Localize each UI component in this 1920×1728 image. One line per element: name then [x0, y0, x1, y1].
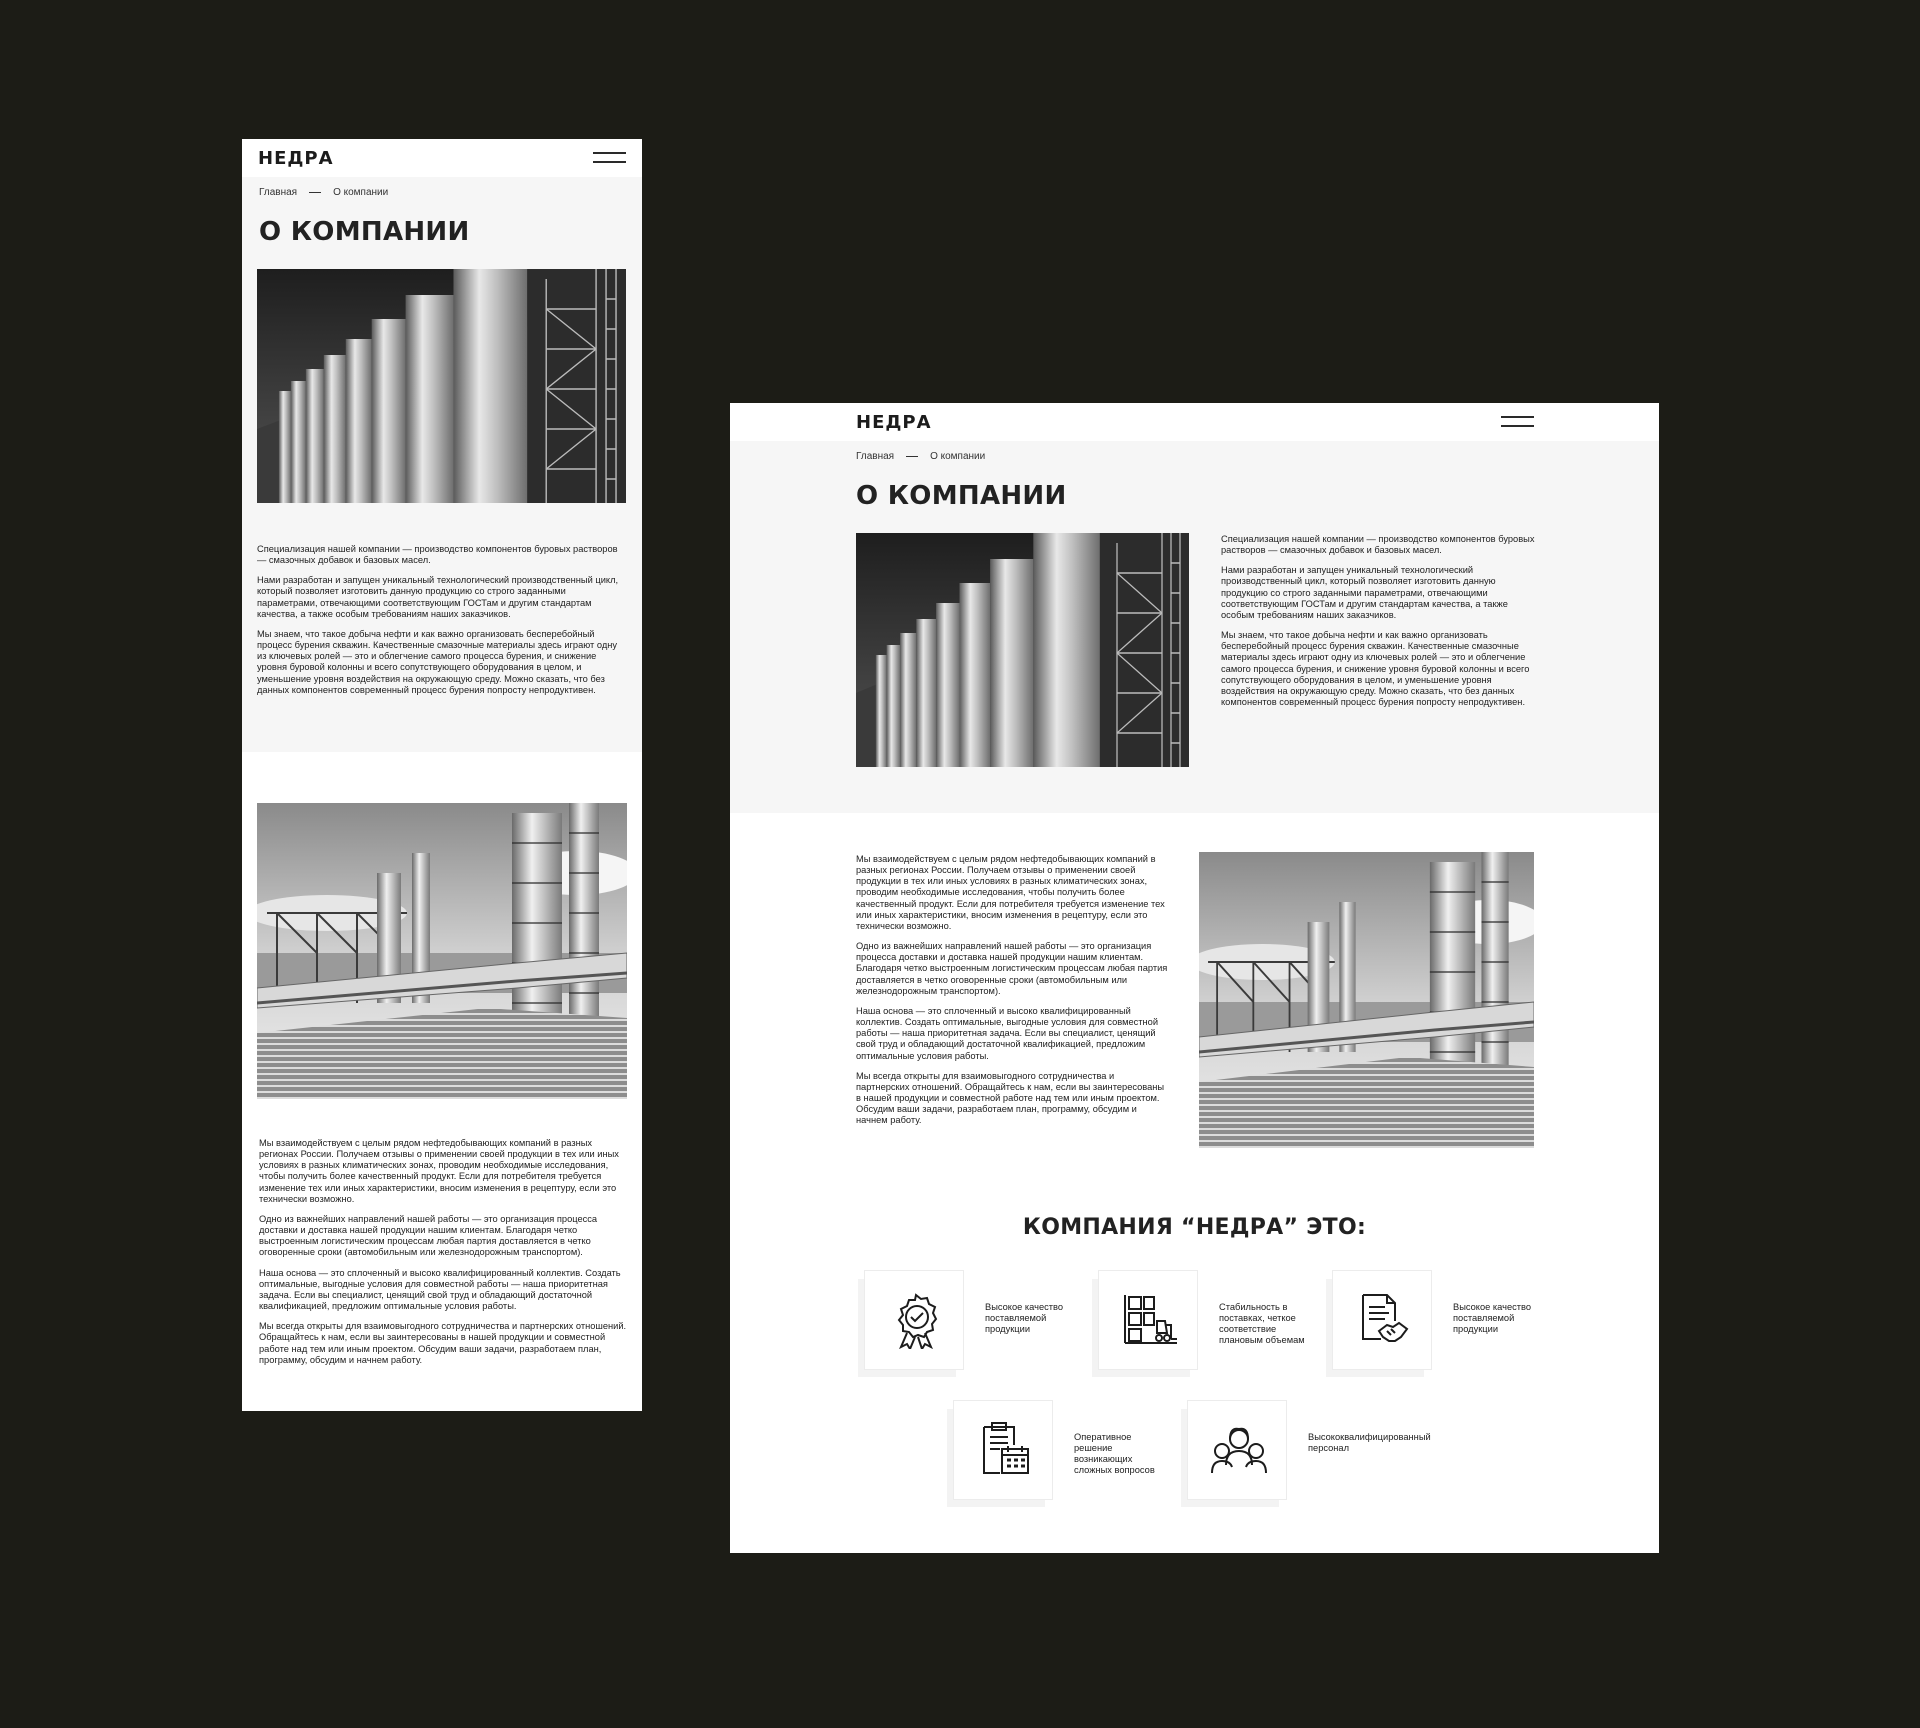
about-text [1221, 534, 1541, 708]
about-text [257, 544, 627, 696]
interaction-paragraph: Наша основа — это сплоченный и высоко квалифицированный коллектив. Создать оптимальные, выгодные условия для совместной работы — наша приоритетная задача. Если вы специалист, ценящий свой труд и обладающий достаточной квалификацией, предложим оптимальные условия работы. [259, 1267, 621, 1312]
breadcrumb-home[interactable]: Главная [856, 451, 895, 462]
features-title: КОМПАНИЯ “НЕДРА” ЭТО: [1022, 1215, 1367, 1240]
contract-handshake-icon [1355, 1291, 1413, 1349]
feature-label: Высокое качество поставляемой продукции [985, 1302, 1064, 1335]
feature-label: Стабильность в поставках, четкое соответствие плановым объемам [1219, 1302, 1305, 1346]
site-header [242, 139, 642, 177]
breadcrumb-separator [309, 192, 321, 193]
interaction-paragraph: Одно из важнейших направлений нашей работы — это организация процесса доставки и доставка нашей продукции нашим клиентам. Благодаря четко выстроенным логистическим процессам любая партия доставляется в четко оговоренные сроки (автомобильным или железнодорожным транспортом). [856, 941, 1168, 996]
page-title: О КОМПАНИИ [856, 481, 1067, 511]
feature-icon-box [1332, 1270, 1432, 1370]
interaction-text [259, 1138, 627, 1366]
feature-icon-box [953, 1400, 1053, 1500]
feature-label: Оперативное решение возникающих сложных вопросов [1074, 1432, 1155, 1476]
page-title: О КОМПАНИИ [259, 217, 470, 247]
about-paragraph: Нами разработан и запущен уникальный технологический производственный цикл, который позволяет изготовить данную продукцию со строго заданными параметрами, отвечающими соответствующим ГОСТам и другим стандартам качества, а также особым требованиям наших заказчиков. [1221, 565, 1508, 620]
refinery-photo [1199, 852, 1534, 1148]
interaction-paragraph: Мы всегда открыты для взаимовыгодного сотрудничества и партнерских отношений. Обращайтесь к нам, если вы заинтересованы в нашей продукции и совместной работе над тем или иным проектом. Обсудим ваши задачи, разработаем план, программу, обсудим и начнем работу. [259, 1321, 627, 1365]
refinery-photo [257, 803, 627, 1099]
interaction-paragraph: Мы всегда открыты для взаимовыгодного сотрудничества и партнерских отношений. Обращайтесь к нам, если вы заинтересованы в нашей продукции и совместной работе над тем или иным проектом. Обсудим ваши задачи, разработаем план, программу, обсудим и начнем работу. [856, 1070, 1165, 1126]
team-people-icon [1210, 1421, 1268, 1479]
about-paragraph: Мы знаем, что такое добыча нефти и как важно организовать бесперебойный процесс бурения скважин. Качественные смазочные материалы здесь играют одну из ключевых ролей — это и облегчение самого процесса бурения, и снижение уровня буровой колонны и всего сопутствующего оборудования в целом, и уменьшение уровня воздействия на окружающую среду. Можно сказать, что без данных компонентов современный процесс бурения попросту непродуктивен. [1221, 630, 1530, 708]
feature-label: Высокое качество поставляемой продукции [1453, 1302, 1532, 1335]
warehouse-forklift-icon [1121, 1291, 1179, 1349]
tanks-photo [856, 533, 1189, 767]
menu-icon[interactable] [1501, 416, 1534, 427]
feature-label: Высококвалифицированный персонал [1308, 1432, 1431, 1454]
mobile-page-mockup [242, 139, 642, 1411]
menu-icon[interactable] [593, 152, 626, 163]
logo[interactable]: НЕДРА [856, 412, 932, 433]
desktop-page-mockup [730, 403, 1659, 1553]
breadcrumb-current: О компании [930, 451, 986, 462]
about-paragraph: Нами разработан и запущен уникальный технологический производственный цикл, который позволяет изготовить данную продукцию со строго заданными параметрами, отвечающими соответствующим ГОСТам и другим стандартам качества, а также особым требованиям наших заказчиков. [257, 575, 619, 619]
breadcrumb-separator [906, 456, 918, 457]
interaction-paragraph: Мы взаимодействуем с целым рядом нефтедобывающих компаний в разных регионах России. Получаем отзывы о применении своей продукции в тех или иных условиях в разных климатических зонах, проводим необходимые исследования, чтобы получить более качественный продукт. Если для потребителя требуется изменение тех или иных характеристики, вносим изменения в рецептуру, если это технически возможно. [259, 1138, 619, 1204]
breadcrumb [259, 187, 388, 198]
logo[interactable]: НЕДРА [258, 148, 334, 169]
interaction-paragraph: Мы взаимодействуем с целым рядом нефтедобывающих компаний в разных регионах России. Получаем отзывы о применении своей продукции в тех или иных условиях в разных климатических зонах, проводим необходимые исследования, чтобы получить более качественный продукт. Если для потребителя требуется изменение тех или иных характеристики, вносим изменения в рецептуру, если это технически возможно. [856, 854, 1165, 931]
feature-icon-box [1098, 1270, 1198, 1370]
feature-icon-box [1187, 1400, 1287, 1500]
breadcrumb-current: О компании [333, 187, 389, 198]
clipboard-calendar-icon [976, 1421, 1034, 1479]
breadcrumb [856, 451, 985, 462]
site-header [730, 403, 1659, 441]
about-paragraph: Мы знаем, что такое добыча нефти и как важно организовать бесперебойный процесс бурения скважин. Качественные смазочные материалы здесь играют одну из ключевых ролей — это и облегчение самого процесса бурения, и снижение уровня буровой колонны и всего сопутствующего оборудования в целом, и уменьшение уровня воздействия на окружающую среду. Можно сказать, что без данных компонентов современный процесс бурения попросту непродуктивен. [257, 628, 618, 695]
interaction-paragraph: Одно из важнейших направлений нашей работы — это организация процесса доставки и доставка нашей продукции нашим клиентам. Благодаря четко выстроенным логистическим процессам любая партия доставляется в четко оговоренные сроки (автомобильным или железнодорожным транспортом). [259, 1213, 598, 1258]
about-paragraph: Специализация нашей компании — производство компонентов буровых растворов — смазочных добавок и базовых масел. [257, 544, 618, 566]
tanks-photo [257, 269, 626, 503]
about-paragraph: Специализация нашей компании — производство компонентов буровых растворов — смазочных добавок и базовых масел. [1221, 534, 1535, 556]
interaction-text [856, 854, 1168, 1126]
feature-icon-box [864, 1270, 964, 1370]
quality-badge-icon [887, 1291, 945, 1349]
breadcrumb-home[interactable]: Главная [259, 187, 298, 198]
interaction-paragraph: Наша основа — это сплоченный и высоко квалифицированный коллектив. Создать оптимальные, выгодные условия для совместной работы — наша приоритетная задача. Если вы специалист, ценящий свой труд и обладающий достаточной квалификацией, предложим оптимальные условия работы. [856, 1005, 1159, 1061]
